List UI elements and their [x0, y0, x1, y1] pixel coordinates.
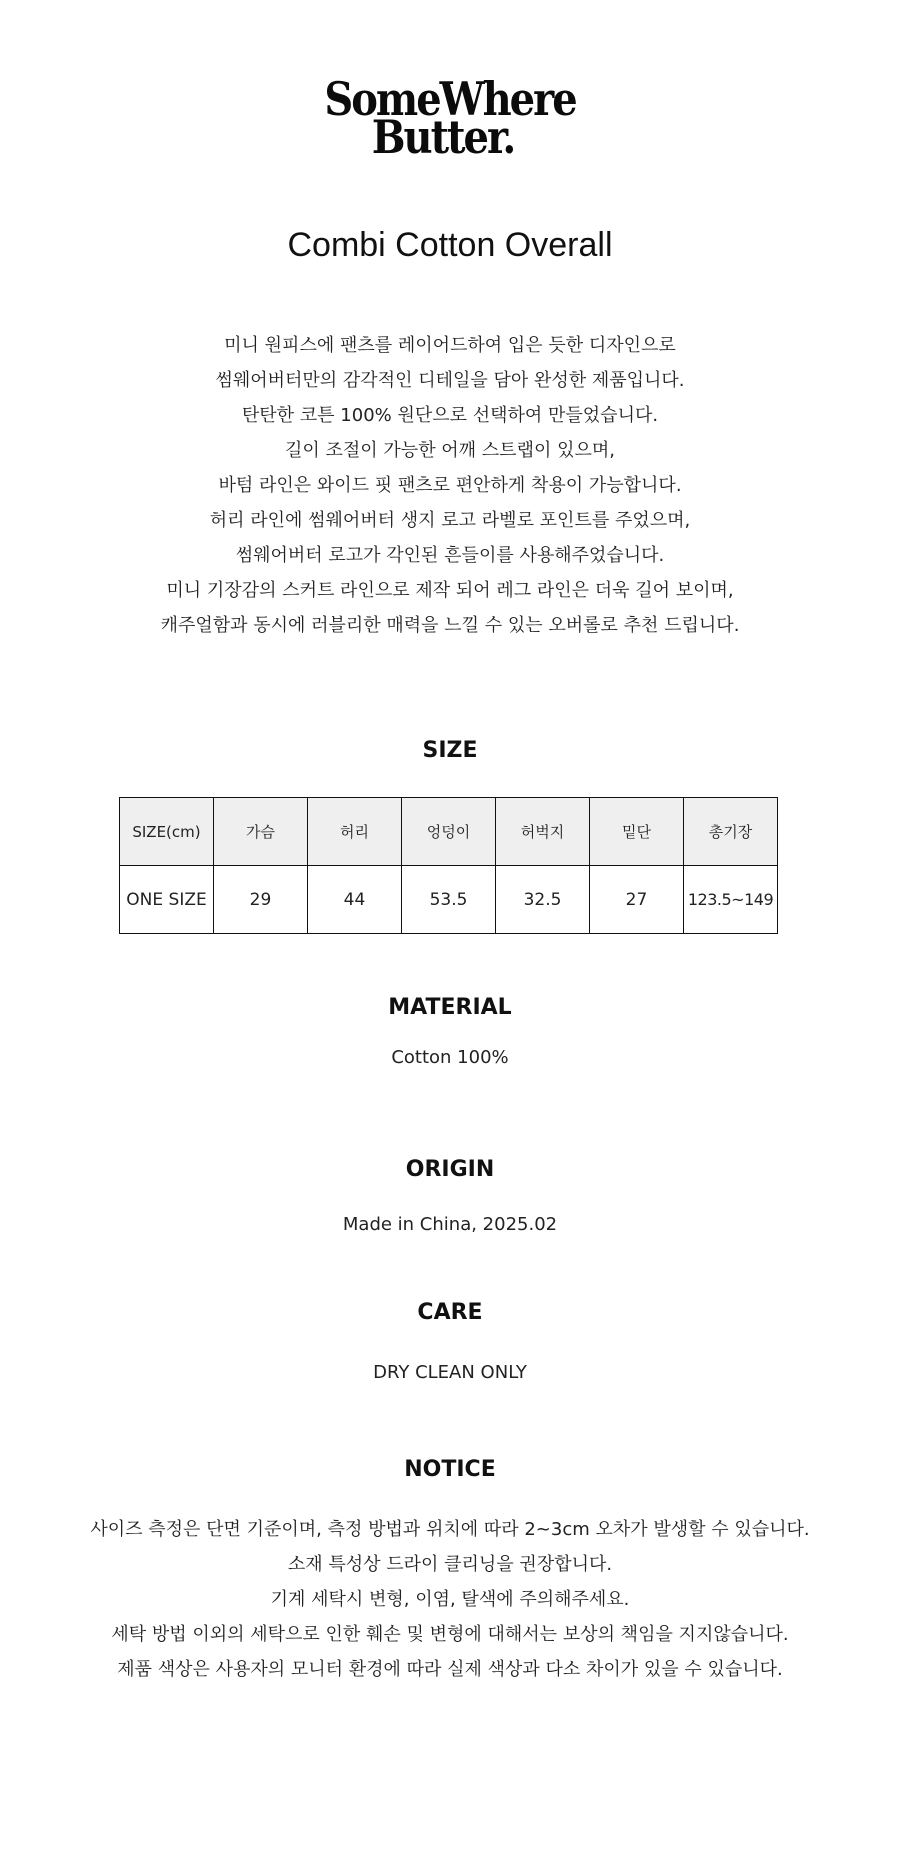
notice-line: 사이즈 측정은 단면 기준이며, 측정 방법과 위치에 따라 2~3cm 오차가 발생할 수 있습니다. [90, 1519, 810, 1540]
table-header-cell: 총기장 [684, 798, 778, 866]
table-header-cell: 밑단 [590, 798, 684, 866]
description-line: 길이 조절이 가능한 어깨 스트랩이 있으며, [285, 440, 615, 461]
description-line: 미니 기장감의 스커트 라인으로 제작 되어 레그 라인은 더욱 길어 보이며, [166, 580, 734, 601]
notice-line: 기계 세탁시 변형, 이염, 탈색에 주의해주세요. [270, 1589, 630, 1610]
logo-line-2: Butter. [371, 110, 515, 165]
product-description [0, 328, 900, 643]
description-line: 탄탄한 코튼 100% 원단으로 선택하여 만들었습니다. [241, 405, 659, 426]
notice-list [0, 1512, 900, 1687]
description-line: 미니 원피스에 팬츠를 레이어드하여 입은 듯한 디자인으로 [224, 335, 676, 356]
description-line: 바텀 라인은 와이드 핏 팬츠로 편안하게 착용이 가능합니다. [218, 475, 682, 496]
table-header-cell: 허벅지 [496, 798, 590, 866]
care-value: DRY CLEAN ONLY [373, 1362, 527, 1383]
table-cell: 29 [214, 866, 308, 934]
material-value: Cotton 100% [391, 1047, 509, 1068]
description-line: 썸웨어버터 로고가 각인된 흔들이를 사용해주었습니다. [235, 545, 665, 566]
table-cell: 44 [308, 866, 402, 934]
table-row [120, 866, 778, 934]
notice-line: 세탁 방법 이외의 세탁으로 인한 훼손 및 변형에 대해서는 보상의 책임을 지지않습니다. [111, 1624, 789, 1645]
size-table [119, 797, 778, 934]
logo-line-1: SomeWhere [324, 72, 576, 127]
size-heading: SIZE [422, 738, 478, 763]
notice-heading: NOTICE [404, 1457, 496, 1482]
table-cell: 53.5 [402, 866, 496, 934]
table-header-cell: 허리 [308, 798, 402, 866]
origin-heading: ORIGIN [405, 1157, 495, 1182]
table-cell: 27 [590, 866, 684, 934]
origin-value: Made in China, 2025.02 [342, 1214, 558, 1235]
description-line: 썸웨어버터만의 감각적인 디테일을 담아 완성한 제품입니다. [215, 370, 685, 391]
description-line: 허리 라인에 썸웨어버터 생지 로고 라벨로 포인트를 주었으며, [209, 510, 691, 531]
table-cell: ONE SIZE [120, 866, 214, 934]
description-line: 캐주얼함과 동시에 러블리한 매력을 느낄 수 있는 오버롤로 추천 드립니다. [160, 615, 740, 636]
care-heading: CARE [417, 1300, 483, 1325]
product-title: Combi Cotton Overall [287, 226, 613, 264]
table-header-cell: SIZE(cm) [120, 798, 214, 866]
material-heading: MATERIAL [388, 995, 512, 1020]
notice-line: 소재 특성상 드라이 클리닝을 권장합니다. [287, 1554, 613, 1575]
table-header-cell: 엉덩이 [402, 798, 496, 866]
table-cell: 32.5 [496, 866, 590, 934]
table-cell: 123.5~149 [684, 866, 778, 934]
notice-line: 제품 색상은 사용자의 모니터 환경에 따라 실제 색상과 다소 차이가 있을 수 있습니다. [117, 1659, 783, 1680]
table-header-cell: 가슴 [214, 798, 308, 866]
table-header-row [120, 798, 778, 866]
brand-logo [0, 72, 900, 165]
